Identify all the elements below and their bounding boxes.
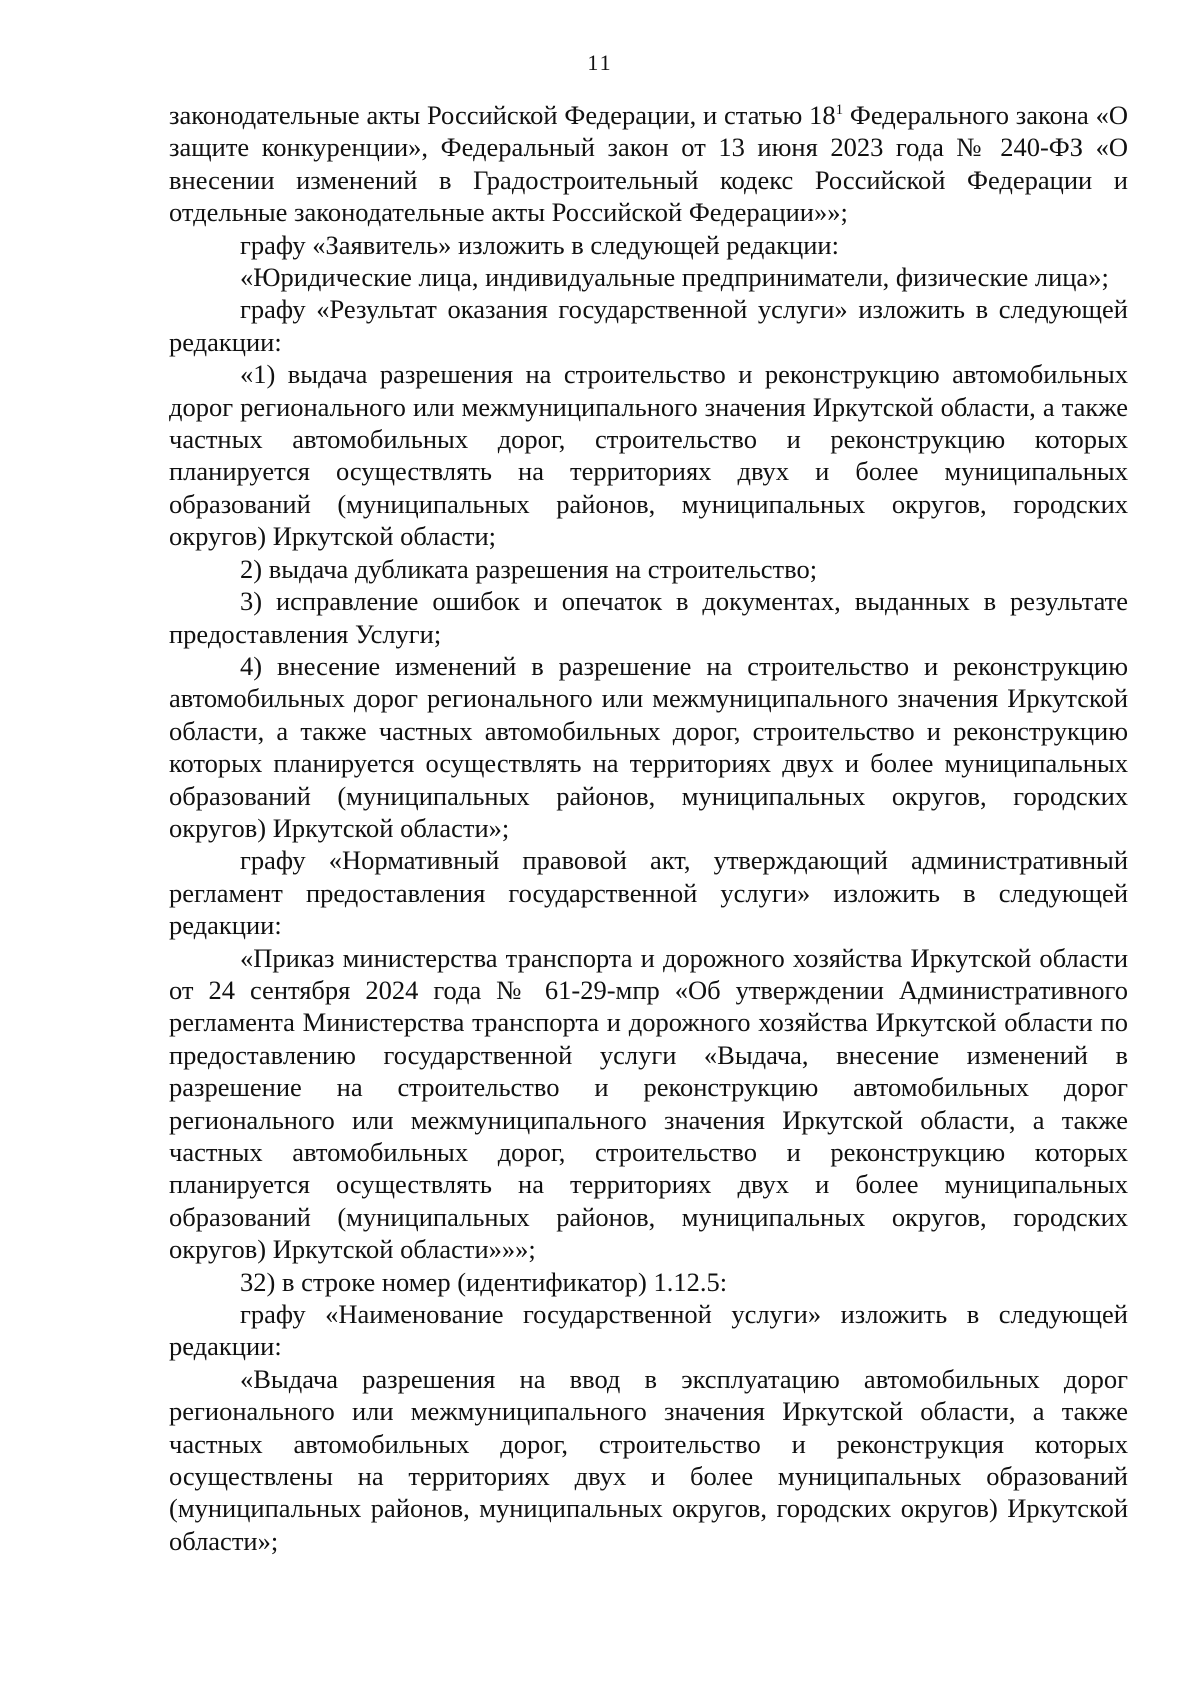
paragraph-13: «Выдача разрешения на ввод в эксплуатацию автомобильных дорог регионального или межмуниципального значения Иркутской области, а также частных автомобильных дорог, строительство и реконструкция которых осуществлены на территориях двух и более муниципальных образований (муниципальных районов, муниципальных округов, городских округов) Иркутской области»; [169, 1363, 1128, 1556]
paragraph-4: графу «Результат оказания государственной услуги» изложить в следующей редакции: [169, 294, 1128, 357]
document-body [169, 99, 1128, 1557]
paragraph-1 [169, 99, 1128, 229]
paragraph-7: 3) исправление ошибок и опечаток в документах, выданных в результате предоставления Услуги; [169, 586, 1128, 649]
superscript-1: 1 [835, 102, 844, 119]
paragraph-1-text-cont: Федерального закона «О защите конкуренции», Федеральный закон от 13 июня 2023 года № 240-ФЗ «О внесении изменений в Градостроительный кодекс Российской Федерации и отдельные законодательные акты Российской Федерации»»; [169, 100, 1128, 228]
paragraph-10: «Приказ министерства транспорта и дорожного хозяйства Иркутской области от 24 сентября 2024 года № 61-29-мпр «Об утверждении Административного регламента Министерства транспорта и дорожного хозяйства Иркутской области по предоставлению государственной услуги «Выдача, внесение изменений в разрешение на строительство и реконструкцию автомобильных дорог регионального или межмуниципального значения Иркутской области, а также частных автомобильных дорог, строительство и реконструкцию которых планируется осуществлять на территориях двух и более муниципальных образований (муниципальных районов, муниципальных округов, городских округов) Иркутской области»»»; [169, 942, 1128, 1265]
paragraph-5: «1) выдача разрешения на строительство и реконструкцию автомобильных дорог регионального или межмуниципального значения Иркутской области, а также частных автомобильных дорог, строительство и реконструкцию которых планируется осуществлять на территориях двух и более муниципальных образований (муниципальных районов, муниципальных округов, городских округов) Иркутской области; [169, 359, 1128, 552]
paragraph-3: «Юридические лица, индивидуальные предприниматели, физические лица»; [240, 262, 1109, 293]
paragraph-11: 32) в строке номер (идентификатор) 1.12.5: [240, 1266, 728, 1297]
paragraph-12: графу «Наименование государственной услуги» изложить в следующей редакции: [169, 1299, 1128, 1362]
paragraph-2: графу «Заявитель» изложить в следующей редакции: [240, 229, 839, 260]
paragraph-8: 4) внесение изменений в разрешение на строительство и реконструкцию автомобильных дорог регионального или межмуниципального значения Иркутской области, а также частных автомобильных дорог, строительство и реконструкцию которых планируется осуществлять на территориях двух и более муниципальных образований (муниципальных районов, муниципальных округов, городских округов) Иркутской области»; [169, 650, 1128, 843]
paragraph-6: 2) выдача дубликата разрешения на строительство; [240, 553, 818, 584]
paragraph-1-text: законодательные акты Российской Федерации, и статью 18 [169, 100, 836, 130]
paragraph-9: графу «Нормативный правовой акт, утверждающий административный регламент предоставления государственной услуги» изложить в следующей редакции: [169, 845, 1128, 941]
page-number: 11 [587, 50, 613, 75]
